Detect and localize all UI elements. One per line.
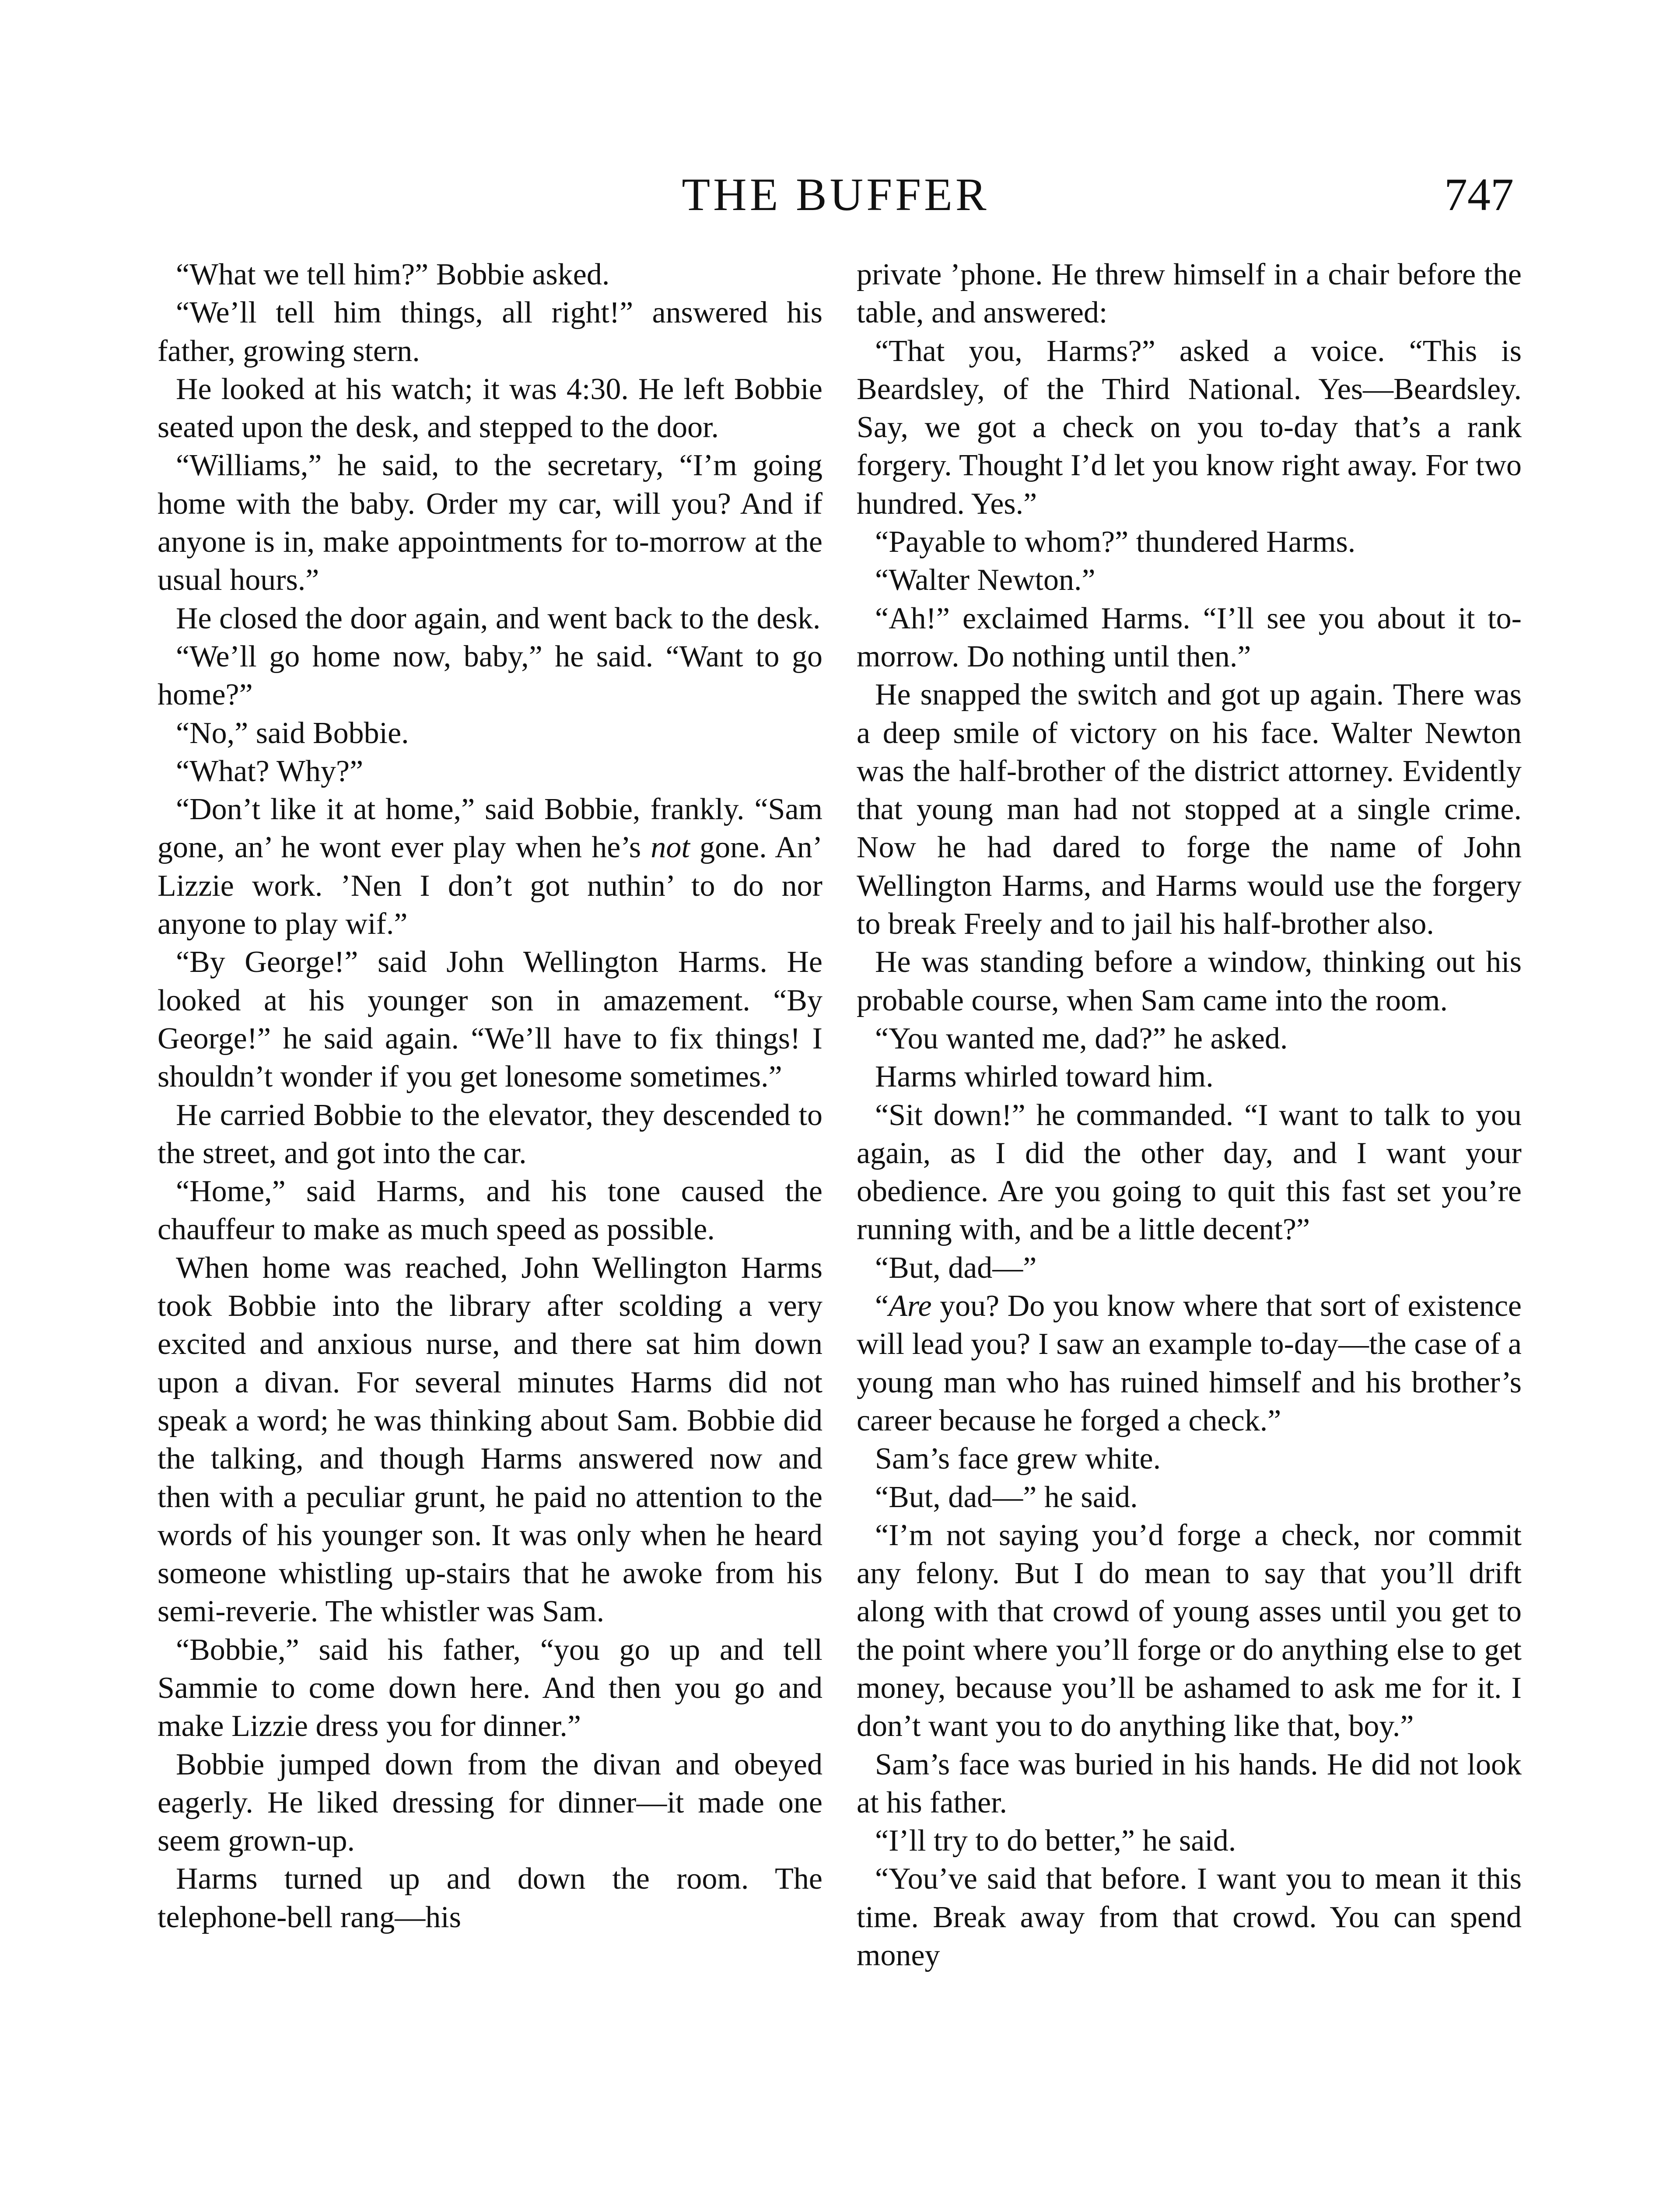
running-title: THE BUFFER: [682, 169, 990, 220]
paragraph: Sam’s face was buried in his hands. He did not look at his father.: [857, 1747, 1522, 1820]
paragraph: He snapped the switch and got up again. There was a deep smile of victory on his face. Walter Newton was the half-brother of the district attorney. Evidently that young man had not stopped at a single crime. Now he had dared to forge the name of John Wellington Harms, and Harms would use the forgery to break Freely and to jail his half-brother also.: [857, 678, 1522, 941]
page-header: [0, 166, 1680, 236]
paragraph: “I’ll try to do better,” he said.: [875, 1824, 1236, 1858]
paragraph: “You wanted me, dad?” he asked.: [875, 1021, 1288, 1055]
paragraph-continued: private ’phone. He threw himself in a chair before the table, and answered:: [857, 258, 1522, 330]
paragraph: “We’ll go home now, baby,” he said. “Want to go home?”: [158, 639, 822, 712]
paragraph: “That you, Harms?” asked a voice. “This is Beardsley, of the Third National. Yes—Beardsley. Say, we got a check on you to-day that’s a rank forgery. Thought I’d let you know right away. For two hundred. Yes.”: [857, 334, 1522, 521]
paragraph: “Walter Newton.”: [875, 563, 1096, 597]
paragraph: “You’ve said that before. I want you to mean it this time. Break away from that crowd. You can spend money: [857, 1862, 1522, 1973]
paragraph: “Don’t like it at home,” said Bobbie, frankly. “Sam gone, an’ he wont ever play when he’s not gone. An’ Lizzie work. ’Nen I don’t got nuthin’ to do nor anyone to play wif.”: [158, 792, 823, 941]
right-column: [857, 256, 1522, 1974]
paragraph: Bobbie jumped down from the divan and obeyed eagerly. He liked dressing for dinner—it made one seem grown-up.: [158, 1747, 822, 1858]
paragraph: “Williams,” he said, to the secretary, “I’m going home with the baby. Order my car, will you? And if anyone is in, make appointments for to-morrow at the usual hours.”: [158, 449, 822, 597]
paragraph: “I’m not saying you’d forge a check, nor commit any felony. But I do mean to say that you’ll drift along with that crowd of young asses until you get to the point where you’ll forge or do anything else to get money, because you’ll be ashamed to ask me for it. I don’t want you to do anything like that, boy.”: [857, 1518, 1522, 1743]
paragraph: He was standing before a window, thinking out his probable course, when Sam came into the room.: [857, 945, 1522, 1017]
paragraph: “Payable to whom?” thundered Harms.: [875, 525, 1356, 559]
paragraph: Sam’s face grew white.: [875, 1442, 1161, 1476]
paragraph: “Sit down!” he commanded. “I want to talk to you again, as I did the other day, and I want your obedience. Are you going to quit this fast set you’re running with, and be a little decent?”: [857, 1098, 1522, 1247]
paragraph: When home was reached, John Wellington Harms took Bobbie into the library after scolding a very excited and anxious nurse, and there sat him down upon a divan. For several minutes Harms did not speak a word; he was thinking about Sam. Bobbie did the talking, and though Harms answered now and then with a peculiar grunt, he paid no attention to the words of his younger son. It was only when he heard someone whistling up-stairs that he awoke from his semi-reverie. The whistler was Sam.: [158, 1251, 822, 1629]
paragraph: “What we tell him?” Bobbie asked.: [176, 258, 610, 291]
paragraph: “Bobbie,” said his father, “you go up and tell Sammie to come down here. And then you go and make Lizzie dress you for dinner.”: [158, 1633, 822, 1743]
page-number: 747: [1444, 169, 1514, 220]
paragraph: “What? Why?”: [176, 754, 364, 788]
paragraph: “By George!” said John Wellington Harms. He looked at his younger son in amazement. “By George!” he said again. “We’ll have to fix things! I shouldn’t wonder if you get lonesome sometimes.”: [158, 945, 822, 1094]
paragraph: “Ah!” exclaimed Harms. “I’ll see you about it to-morrow. Do nothing until then.”: [857, 601, 1522, 673]
paragraph: Harms whirled toward him.: [875, 1060, 1214, 1094]
paragraph: He closed the door again, and went back to the desk.: [176, 601, 821, 635]
paragraph: “But, dad—”: [875, 1251, 1037, 1285]
paragraph: “No,” said Bobbie.: [176, 716, 409, 750]
paragraph: He carried Bobbie to the elevator, they descended to the street, and got into the car.: [158, 1098, 822, 1170]
paragraph: “Are you? Do you know where that sort of existence will lead you? I saw an example to-day—the case of a young man who has ruined himself and his brother’s career because he forged a check.”: [857, 1289, 1522, 1438]
paragraph: “Home,” said Harms, and his tone caused the chauffeur to make as much speed as possible.: [158, 1175, 822, 1247]
paragraph: “But, dad—” he said.: [875, 1480, 1138, 1514]
left-column: [158, 256, 822, 1936]
paragraph: He looked at his watch; it was 4:30. He left Bobbie seated upon the desk, and stepped to the door.: [158, 372, 822, 445]
paragraph: Harms turned up and down the room. The telephone-bell rang—his: [158, 1862, 822, 1934]
paragraph: “We’ll tell him things, all right!” answered his father, growing stern.: [158, 296, 822, 368]
